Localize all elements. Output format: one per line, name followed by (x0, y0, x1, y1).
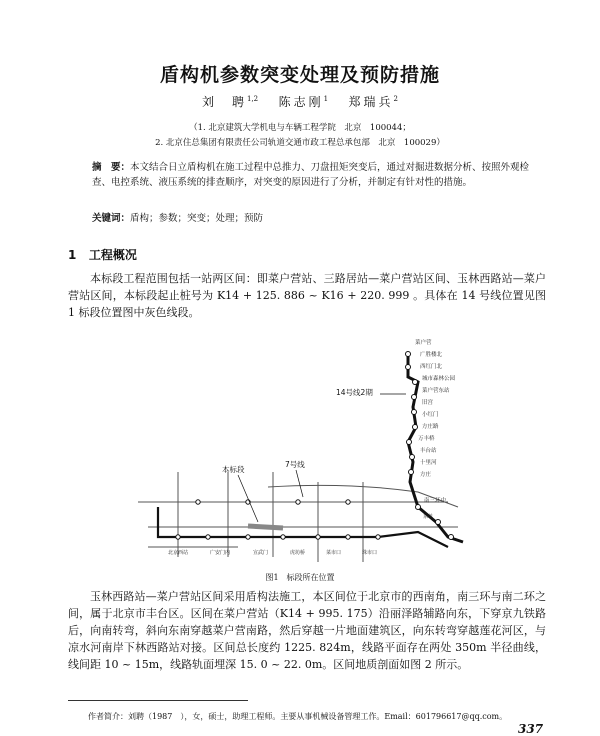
station-dot (409, 470, 414, 475)
station-dot (412, 410, 417, 415)
section-title: 工程概况 (88, 248, 137, 262)
abstract (92, 160, 532, 190)
line14-label: 14号线2期 (336, 388, 373, 397)
station-label: 宣武门 (253, 550, 269, 556)
author-sup: 2 (393, 95, 399, 103)
author-name: 刘 聘 (201, 95, 247, 109)
station-dot (412, 395, 417, 400)
section-highlight (248, 526, 283, 528)
station-label: 丰台站 (420, 448, 437, 454)
abstract-text: 本文结合日立盾构机在施工过程中总推力、刀盘扭矩突变后，通过对掘进数据分析、按照外观检查、电控系统、液压系统的排查顺序，对突变的原因进行了分析，并制定有针对性的措施。 (92, 162, 530, 188)
station-dot (416, 505, 421, 510)
station-dot (413, 425, 418, 430)
station-label: 菜户营 (415, 340, 432, 346)
footnote: 作者简介：刘聘（1987 ），女，硕士，助理工程师。主要从事机械设备管理工作。Email：601796617@qq.com。 (88, 712, 508, 721)
paragraph-1: 本标段工程范围包括一站两区间：即菜户营站、三路居站—菜户营站区间、玉林西路站—菜户营站区间，本标段起止桩号为 K14 + 125. 886 ~ K16 + 220. 999 。具体在 14 号线位置见图 1 标段位置图中灰色线段。 (68, 272, 546, 319)
station-label: 西红门北 (420, 364, 443, 370)
station-dot (281, 535, 285, 539)
author-sup: 1 (323, 95, 329, 103)
keywords-text: 盾构；参数；突变；处理；预防 (130, 213, 264, 224)
station-dot (296, 500, 300, 504)
station-label: 城市森林公园 (422, 376, 456, 382)
station-dot (346, 500, 350, 504)
section-pointer (238, 475, 258, 522)
author-line (0, 93, 600, 110)
station-dot (196, 500, 200, 504)
station-dot (407, 440, 412, 445)
affiliation-2: 2. 北京住总集团有限责任公司轨道交通市政工程总承包部 北京 100029） (155, 138, 445, 148)
station-label: 方庄路 (422, 424, 439, 430)
station-label: 菜户营东站 (422, 388, 450, 394)
figure-caption: 图1 标段所在位置 (265, 573, 335, 582)
page-number: 337 (518, 722, 544, 736)
station-label: 旧宫 (422, 400, 434, 406)
station-dot (406, 365, 411, 370)
figure-1-map (118, 332, 478, 570)
author-name: 陈志刚 (278, 95, 324, 109)
station-dot (316, 535, 320, 539)
station-label: 广胜楼北 (420, 352, 443, 358)
footnote-rule (68, 700, 248, 701)
station-label: 东单 (423, 514, 434, 520)
author-name: 郑瑞兵 (348, 95, 394, 109)
station-dot (376, 535, 380, 539)
affiliation-1: （1. 北京建筑大学机电与车辆工程学院 北京 100044； (189, 123, 411, 133)
author-sup: 1,2 (247, 95, 259, 103)
station-label: 万丰桥 (418, 436, 435, 442)
station-label: 小红门 (422, 412, 439, 418)
station-label: 虎坊桥 (290, 550, 306, 556)
station-dot (436, 520, 441, 525)
station-label: 广安门内 (210, 550, 231, 556)
station-dot (206, 535, 210, 539)
section-heading (68, 246, 137, 263)
station-label: 方庄 (420, 472, 432, 478)
station-label: 北京西站 (168, 550, 189, 556)
paper-title: 盾构机参数突变处理及预防措施 (159, 64, 440, 86)
abstract-label: 摘 要： (92, 162, 131, 173)
station-label: 菜市口 (326, 550, 342, 556)
keywords-label: 关键词： (92, 213, 131, 224)
station-label: 珠市口 (362, 550, 378, 556)
station-label: 南三环中 (424, 498, 447, 504)
station-dot (176, 535, 180, 539)
line7-label: 7号线 (285, 460, 305, 469)
station-dot (449, 535, 454, 540)
station-label: 十里河 (420, 460, 437, 466)
section-number: 1 (68, 248, 77, 262)
line7-pointer (296, 470, 303, 497)
station-dot (406, 352, 411, 357)
section-label: 本标段 (222, 465, 245, 474)
paragraph-2: 玉林西路站—菜户营站区间采用盾构法施工，本区间位于北京市的西南角，南三环与南二环之间，属于北京市丰台区。区间在菜户营站（K14 + 995. 175）沿丽泽路辅路向东，下穿京九铁路后，向南转弯，斜向东南穿越菜户营南路，然后穿越一片地面建筑区，向东转弯穿越莲花河区，与凉水河南岸下林西路站对接。区间总长度约 1225. 824m，线路平面存在两处 350m 半径曲线，线间距 10 ~ 15m，线路轨面埋深 15. 0 ~ 22. 0m。区间地质剖面如图 2 所示。 (68, 590, 546, 671)
keywords (92, 210, 532, 224)
station-dot (413, 380, 418, 385)
station-dot (410, 455, 415, 460)
station-dot (246, 535, 250, 539)
station-dot (346, 535, 350, 539)
